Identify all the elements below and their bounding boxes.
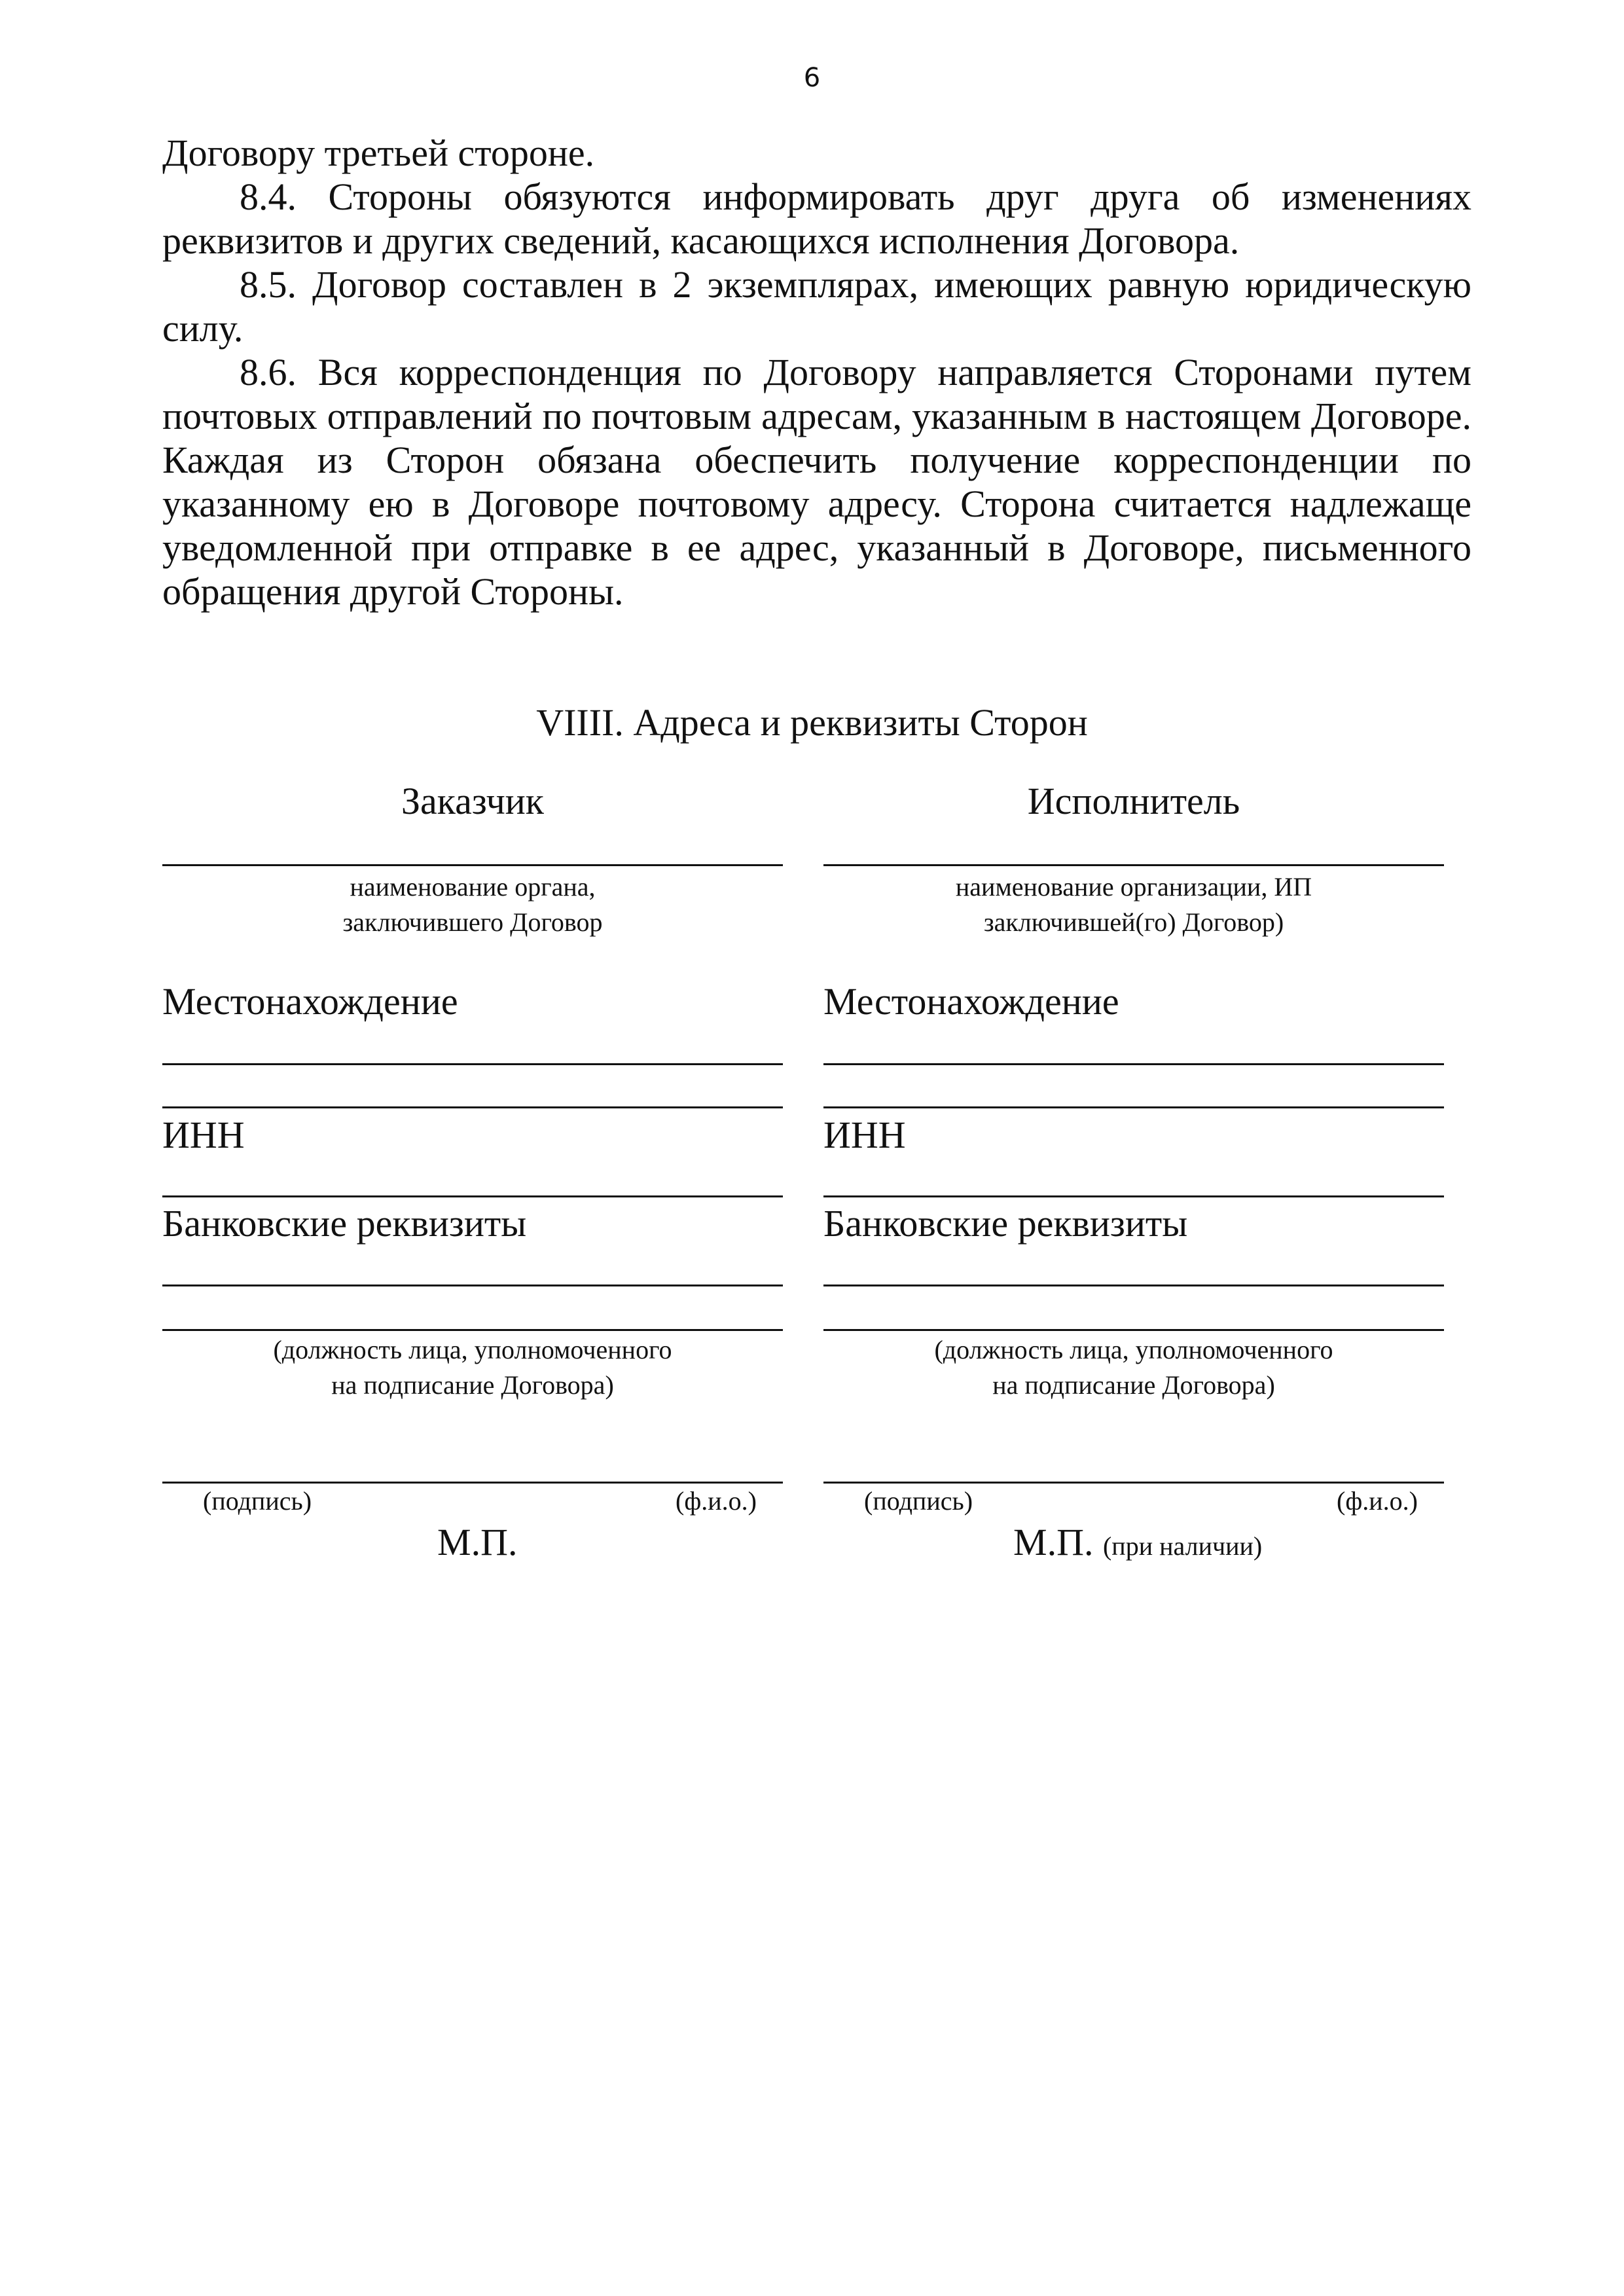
contractor-stamp-label: М.П. <box>1013 1521 1094 1563</box>
contractor-position-line[interactable] <box>823 1329 1444 1331</box>
paragraph-continuation: Договору третьей стороне. <box>162 132 595 174</box>
customer-fio-label: (ф.и.о.) <box>676 1486 757 1516</box>
paragraph-8-4: 8.4. Стороны обязуются информировать друг друга об изменениях реквизитов и других сведений, касающихся исполнения Договора. <box>162 175 1471 262</box>
contractor-inn-label: ИНН <box>823 1114 906 1156</box>
contractor-title: Исполнитель <box>1027 780 1240 822</box>
contractor-location-line-1[interactable] <box>823 1063 1444 1065</box>
customer-position-caption-2: на подписание Договора) <box>331 1370 614 1400</box>
contractor-position-caption-2: на подписание Договора) <box>992 1370 1275 1400</box>
customer-location-line-2[interactable] <box>162 1106 783 1108</box>
paragraph-8-5: 8.5. Договор составлен в 2 экземплярах, имеющих равную юридическую силу. <box>162 263 1471 350</box>
customer-inn-label: ИНН <box>162 1114 245 1156</box>
contractor-signature-line[interactable] <box>823 1482 1444 1484</box>
contractor-bank-line-1[interactable] <box>823 1285 1444 1286</box>
contractor-stamp <box>1013 1520 1262 1568</box>
contractor-name-caption-2: заключившей(го) Договор) <box>983 907 1284 937</box>
customer-stamp <box>437 1520 517 1564</box>
customer-name-line[interactable] <box>162 864 783 866</box>
contractor-inn-line[interactable] <box>823 1195 1444 1197</box>
customer-location-line-1[interactable] <box>162 1063 783 1065</box>
customer-title: Заказчик <box>401 780 544 822</box>
customer-column <box>162 0 783 2296</box>
contractor-name-caption-1: наименование организации, ИП <box>955 872 1312 902</box>
contractor-bank-label: Банковские реквизиты <box>823 1202 1188 1245</box>
contractor-name-line[interactable] <box>823 864 1444 866</box>
contractor-column <box>823 0 1444 2296</box>
customer-position-line[interactable] <box>162 1329 783 1331</box>
customer-signature-line[interactable] <box>162 1482 783 1484</box>
customer-bank-line-1[interactable] <box>162 1285 783 1286</box>
page-number: 6 <box>803 63 821 93</box>
section-title: VIIII. Адреса и реквизиты Сторон <box>536 701 1088 744</box>
contractor-signature-label: (подпись) <box>864 1486 973 1516</box>
contractor-fio-label: (ф.и.о.) <box>1337 1486 1418 1516</box>
contractor-position-caption-1: (должность лица, уполномоченного <box>934 1335 1333 1364</box>
customer-location-label: Местонахождение <box>162 980 458 1023</box>
customer-signature-label: (подпись) <box>203 1486 312 1516</box>
contractor-stamp-note: (при наличии) <box>1102 1531 1263 1561</box>
customer-bank-label: Банковские реквизиты <box>162 1202 527 1245</box>
customer-position-caption-1: (должность лица, уполномоченного <box>273 1335 672 1364</box>
contractor-location-label: Местонахождение <box>823 980 1119 1023</box>
customer-inn-line[interactable] <box>162 1195 783 1197</box>
contractor-location-line-2[interactable] <box>823 1106 1444 1108</box>
customer-name-caption-1: наименование органа, <box>350 872 596 902</box>
customer-name-caption-2: заключившего Договор <box>342 907 603 937</box>
customer-stamp-label: М.П. <box>437 1521 518 1563</box>
paragraph-8-6: 8.6. Вся корреспонденция по Договору направляется Сторонами путем почтовых отправлений по почтовым адресам, указанным в настоящем Договоре. Каждая из Сторон обязана обеспечить получение корреспонденции по указанному ею в Договоре почтовому адресу. Сторона считается надлежаще уведомленной при отправке в ее адрес, указанный в Договоре, письменного обращения другой Стороны. <box>162 351 1471 613</box>
